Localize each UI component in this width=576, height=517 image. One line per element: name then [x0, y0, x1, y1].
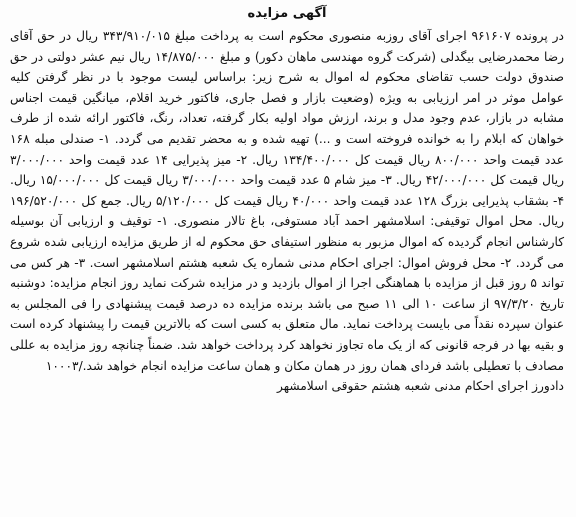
notice-signature: دادورز اجرای احکام مدنی شعبه هشتم حقوقی اسلامشهر: [277, 379, 564, 394]
notice-title: آگهی مزایده: [247, 6, 327, 21]
notice-body: در پرونده ۹۶۱۶۰۷ اجرای آقای روزبه منصوری محکوم است به پرداخت مبلغ ۳۴۳/۹۱۰/۰۱۵ ریال در حق آقای رضا محمدرضایی بیگدلی (شرکت گروه مهندسی ماهان دکور) و مبلغ ۱۴/۸۷۵/۰۰۰ ریال نیم عشر دولتی در حق صندوق دولت حسب تقاضای محکوم له اموال به شرح زیر: براساس لیست موجود با در نظر گرفتن کلیه عوامل موثر در امر ارزیابی به ویژه (وضعیت بازار و فصل جاری، فاکتور خرید اقلام، میانگین قیمت اجناس مشابه در بازار، عدم وجود مدل و برند، ارزش مواد اولیه بکار گرفته، تعداد، رنگ، فاکتور ارائه شده از طرف خواهان که ابلام را به خوانده فروخته است و ...) تهیه شده و به محضر تقدیم می گردد. ۱- صندلی مبله ۱۶۸ عدد قیمت واحد ۸۰۰/۰۰۰ ریال قیمت کل ۱۳۴/۴۰۰/۰۰۰ ریال. ۲- میز پذیرایی ۱۴ عدد قیمت واحد ۳/۰۰۰/۰۰۰ ریال قیمت کل ۴۲/۰۰۰/۰۰۰ ریال. ۳- میز شام ۵ عدد قیمت واحد ۳/۰۰۰/۰۰۰ ریال قیمت کل ۱۵/۰۰۰/۰۰۰ ریال. ۴- بشقاب پذیرایی بزرگ ۱۲۸ عدد قیمت واحد ۴۰/۰۰۰ ریال قیمت کل ۵/۱۲۰/۰۰۰ ریال. جمع کل ۱۹۶/۵۲۰/۰۰۰ ریال. محل اموال توقیفی: اسلامشهر احمد آباد مستوفی، باغ تالار منصوری. ۱- توقیف و ارزیابی آن بوسیله کارشناس انجام گردیده که اموال مزبور به منظور استیفای حق محکوم له از طریق مزایده ارزیابی شده شروع می گردد. ۲- محل فروش اموال: اجرای احکام مدنی شماره یک شعبه هشتم اسلامشهر است. ۳- هر کس می تواند ۵ روز قبل از مزایده با هماهنگی اجرا از اموال بازدید و در مزایده شرکت نماید روز انجام مزایده: دوشنبه تاریخ ۹۷/۳/۲۰ از ساعت ۱۰ الی ۱۱ صبح می باشد برنده مزایده ده درصد قیمت پیشنهادی را فی المجلس به عنوان سپرده نقداً می بایست پرداخت نماید. مال متعلق به کسی است که بالاترین قیمت را پیشنهاد کرده است و بقیه بها در فرجه قانونی که از یک ماه تجاوز نخواهد کرد پرداخت خواهد شد. ضمناً چنانچه روز مزایده به عللی مصادف با تعطیلی باشد فردای همان روز در همان مکان و همان ساعت مزایده انجام خواهد شد./۱۰۰۰۳: [10, 29, 565, 373]
